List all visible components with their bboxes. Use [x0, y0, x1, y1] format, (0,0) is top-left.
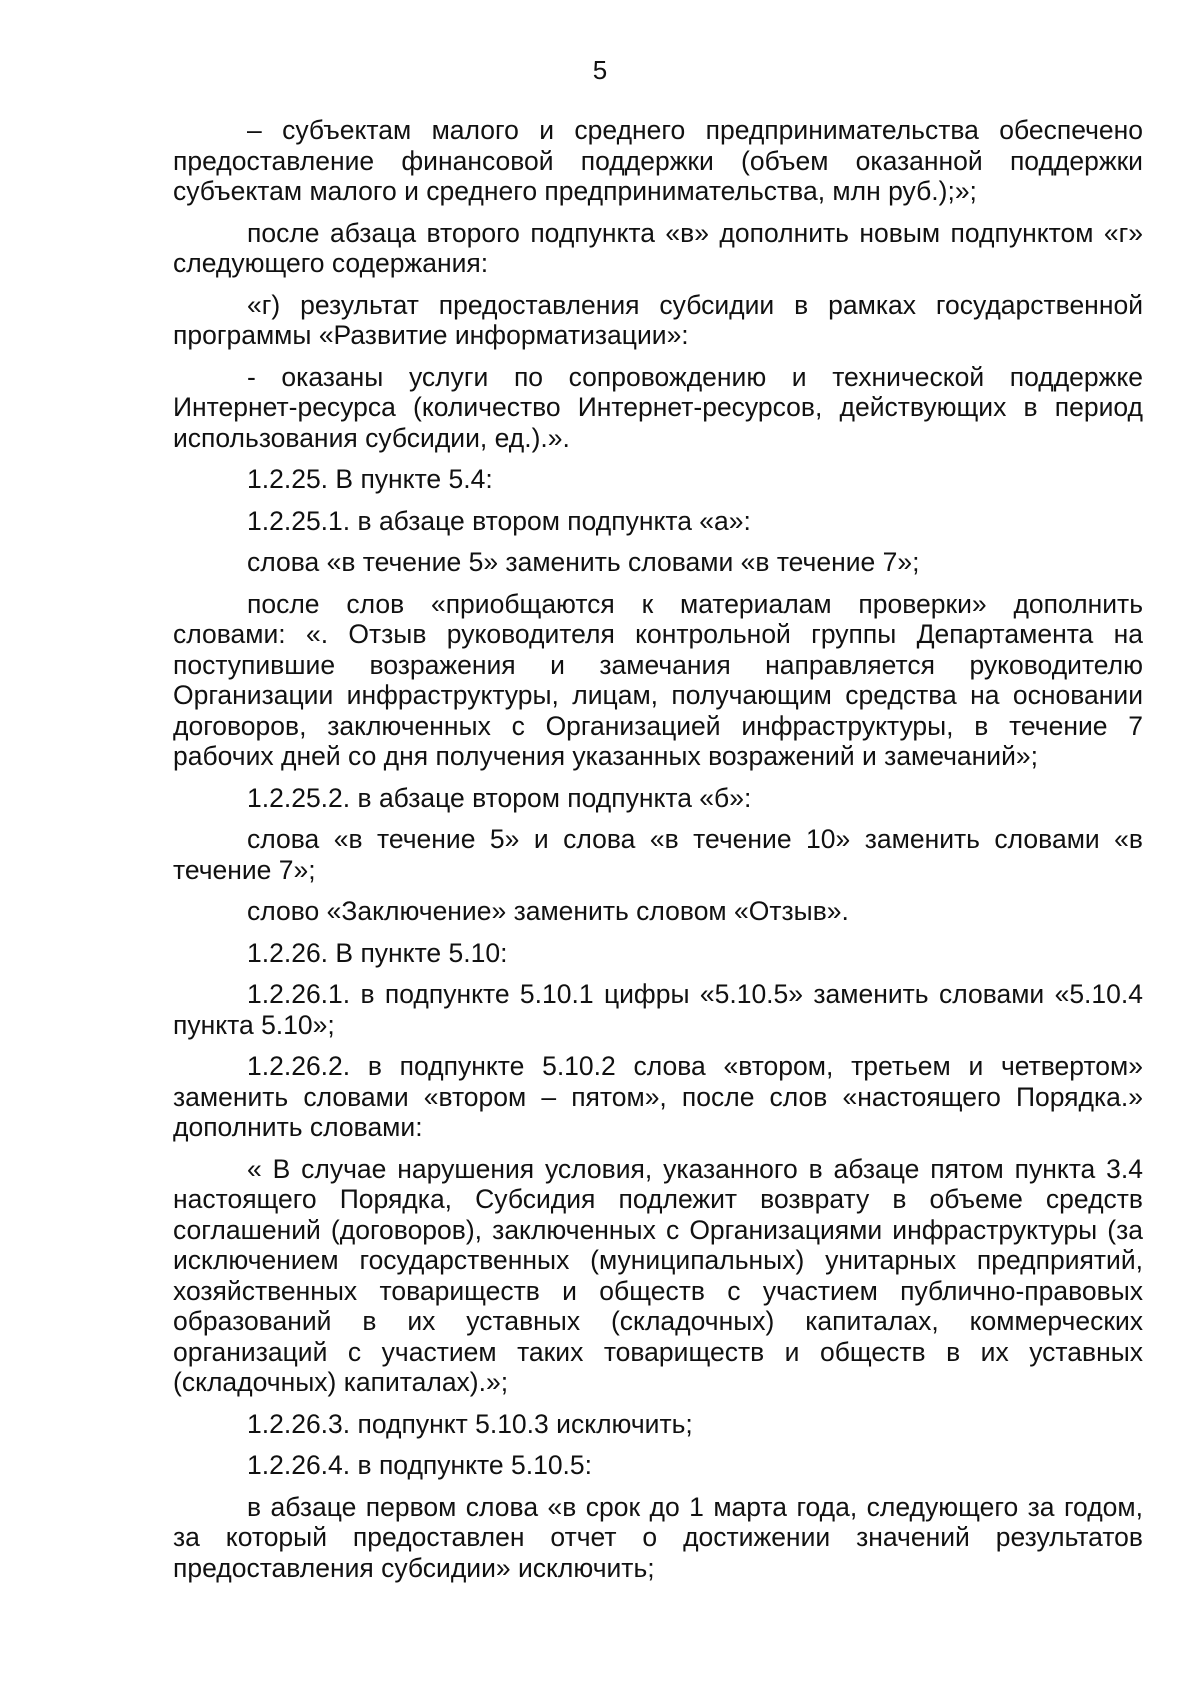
paragraph: слово «Заключение» заменить словом «Отзыв». [247, 896, 849, 926]
paragraph: 1.2.26. В пункте 5.10: [247, 937, 508, 968]
paragraph: слова «в течение 5» и слова «в течение 10» заменить словами «в течение 7»; [173, 824, 1143, 885]
paragraph: « В случае нарушения условия, указанного в абзаце пятом пункта 3.4 настоящего Порядка, Субсидия подлежит возврату в объеме средств соглашений (договоров), заключенных с Организациями инфраструктуры (за исключением государственных (муниципальных) унитарных предприятий, хозяйственных товариществ и обществ с участием публично-правовых образований в их уставных (складочных) капиталах, коммерческих организаций с участием таких товариществ и обществ в их уставных (складочных) капиталах).»; [173, 1153, 1143, 1397]
paragraph: 1.2.26.4. в подпункте 5.10.5: [247, 1450, 593, 1480]
paragraph: слова «в течение 5» заменить словами «в течение 7»; [247, 547, 920, 577]
paragraph: после слов «приобщаются к материалам проверки» дополнить словами: «. Отзыв руководителя контрольной группы Департамента на поступившие возражения и замечания направляется руководителю Организации инфраструктуры, лицам, получающим средства на основании договоров, заключенных с Организацией инфраструктуры, в течение 7 рабочих дней со дня получения указанных возражений и замечаний»; [173, 588, 1143, 771]
paragraph: - оказаны услуги по сопровождению и технической поддержке Интернет-ресурса (количество Интернет-ресурсов, действующих в период использования субсидии, ед.).». [173, 361, 1143, 453]
paragraph: «г) результат предоставления субсидии в рамках государственной программы «Развитие информатизации»: [173, 289, 1143, 350]
paragraph: в абзаце первом слова «в срок до 1 марта года, следующего за годом, за который предоставлен отчет о достижении значений результатов предоставления субсидии» исключить; [173, 1491, 1143, 1583]
page-number: 5 [592, 55, 608, 85]
paragraph: 1.2.26.1. в подпункте 5.10.1 цифры «5.10.5» заменить словами «5.10.4 пункта 5.10»; [173, 979, 1143, 1040]
paragraph: – субъектам малого и среднего предпринимательства обеспечено предоставление финансовой поддержки (объем оказанной поддержки субъектам малого и среднего предпринимательства, млн руб.);»; [173, 115, 1143, 206]
paragraph: после абзаца второго подпункта «в» дополнить новым подпунктом «г» следующего содержания: [173, 217, 1143, 278]
paragraph: 1.2.25.2. в абзаце втором подпункта «б»: [247, 782, 752, 813]
document-body [173, 115, 1143, 1594]
paragraph: 1.2.26.2. в подпункте 5.10.2 слова «втором, третьем и четвертом» заменить словами «втором – пятом», после слов «настоящего Порядка.» дополнить словами: [173, 1051, 1143, 1142]
paragraph: 1.2.25.1. в абзаце втором подпункта «а»: [247, 505, 751, 536]
paragraph: 1.2.26.3. подпункт 5.10.3 исключить; [247, 1408, 693, 1439]
paragraph: 1.2.25. В пункте 5.4: [247, 464, 493, 494]
